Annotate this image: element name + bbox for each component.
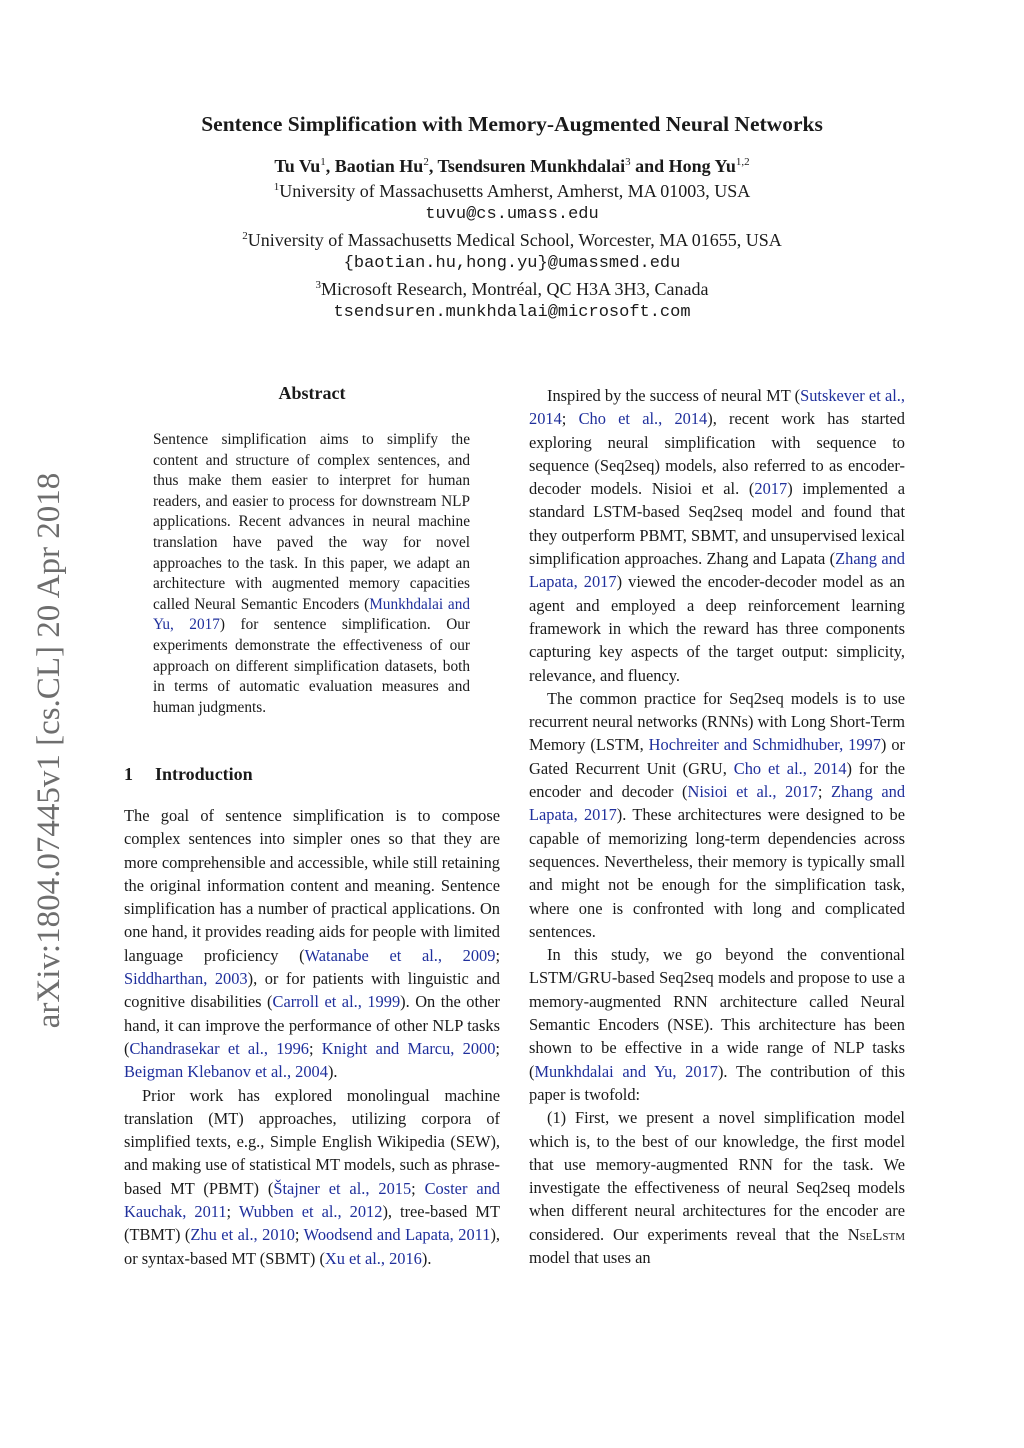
left-column-body [124,804,500,1270]
citation-link[interactable]: Cho et al., 2014 [733,758,847,778]
citation-link[interactable]: Nisioi et al., 2017 [687,782,818,802]
affiliation-3 [0,277,1024,302]
citation-link[interactable]: Knight and Marcu, 2000 [321,1038,496,1058]
paragraph-text: ) viewed the encoder-decoder model as an agent and employed a deep reinforcement learning framework in which the reward has three components capturing key aspects of the target output: simplicity, relevance, and fluency. [529,572,905,685]
paragraph-text: ; [495,945,500,965]
paragraph-text: ), or syntax-based MT (SBMT) ( [124,1225,500,1268]
intro-paragraph-3 [529,384,905,687]
abstract-heading: Abstract [278,383,346,403]
affil-text: University of Massachusetts Amherst, Amherst, MA 01003, USA [279,180,751,201]
author-sup: 3 [625,156,631,168]
citation-link[interactable]: Carroll et al., 1999 [272,992,401,1012]
author-name: Tsendsuren Munkhdalai [437,156,626,176]
author-name: Tu Vu [274,156,321,176]
affil-sup: 1 [273,180,280,193]
paragraph-text: ) or Gated Recurrent Unit (GRU, [529,735,905,778]
email-3: tsendsuren.munkhdalai@microsoft.com [333,303,691,322]
paragraph-text: ), recent work has started exploring neural simplification with sequence to sequence (Seq2seq) models, also referred to as encoder-decoder models. Nisioi et al. ( [529,409,905,499]
paragraph-text: Prior work has explored monolingual machine translation (MT) approaches, utilizing corpora of simplified texts, e.g., Simple English Wikipedia (SEW), and making use of statistical MT models, such as phrase-based MT (PBMT) ( [124,1085,500,1198]
author-sup: 2 [423,156,429,168]
paragraph-text: In this study, we go beyond the conventional LSTM/GRU-based Seq2seq models and propose to use a memory-augmented RNN architecture called Neural Semantic Encoders (NSE). This architecture has been shown to be effective in a wide range of NLP tasks ( [529,945,905,1081]
paragraph-text: The goal of sentence simplification is to compose complex sentences into simpler ones so that they are more comprehensible and accessible, while still retaining the original information content and meaning. Sentence simplification has a number of practical applications. On one hand, it provides reading aids for people with limited language proficiency ( [124,806,500,965]
paragraph-text: ; [817,782,831,802]
affil-sup: 2 [242,229,248,242]
affil-sup: 3 [315,278,322,291]
paragraph-text: ) for the encoder and decoder ( [529,758,905,802]
citation-link[interactable]: Chandrasekar et al., 1996 [129,1038,309,1058]
paper-title: Sentence Simplification with Memory-Augmented Neural Networks [201,112,823,136]
paragraph-text: ; [226,1202,239,1222]
affiliation-1 [0,179,1024,204]
citation-link[interactable]: Cho et al., 2014 [578,409,708,429]
paragraph-text: ; [308,1038,322,1058]
abstract-text [153,430,470,718]
paragraph-text: ). [327,1062,338,1082]
intro-paragraph-5 [529,943,905,1106]
paragraph-text: ). On the other hand, it can improve the performance of other NLP tasks ( [124,992,500,1058]
intro-paragraph-6 [529,1106,905,1269]
citation-link[interactable]: Xu et al., 2016 [324,1248,422,1268]
intro-paragraph-4 [529,687,905,943]
citation-link[interactable]: 2017 [754,479,788,499]
section-title: Introduction [155,764,253,784]
citation-link[interactable]: Siddharthan, 2003 [124,969,248,989]
paragraph-text: ; [495,1038,500,1058]
section-heading-introduction [124,764,253,785]
author-sup: 1 [320,156,326,168]
paragraph-text: The common practice for Seq2seq models is to use recurrent neural networks (RNNs) with Long Short-Term Memory (LSTM, [529,688,905,755]
citation-link[interactable]: Munkhdalai and Yu, 2017 [153,595,470,634]
citation-link[interactable]: Sutskever et al., 2014 [529,386,905,429]
abstract-part: Sentence simplification aims to simplify the content and structure of complex sentences, and thus make them easier to interpret for human readers, and easier to process for downstream NLP applications. Recent advances in neural machine translation have paved the way for novel approaches to the task. In this paper, we adapt an architecture with augmented memory capacities called Neural Semantic Encoders ( [153,431,470,613]
model-name: NseLstm [847,1224,905,1244]
paragraph-text: model that uses an [529,1247,651,1267]
paragraph-text: Inspired by the success of neural MT ( [547,386,801,405]
citation-link[interactable]: Watanabe et al., 2009 [304,945,496,965]
author-block [0,154,1024,326]
paragraph-text: ), tree-based MT (TBMT) ( [124,1202,500,1245]
paragraph-text: (1) First, we present a novel simplification model which is, to the best of our knowledge, the first model that use memory-augmented RNN for the task. We investigate the effectiveness of neural Seq2seq models when different neural architectures for the encoder are considered. Our experiments reveal that the [529,1108,905,1244]
affiliation-2 [0,228,1024,253]
author-name: Hong Yu [668,156,736,176]
affil-text: University of Massachusetts Medical School, Worcester, MA 01655, USA [247,229,782,250]
paragraph-text: ; [561,409,579,429]
paragraph-text: ). These architectures were designed to be capable of memorizing long-term dependencies across sequences. Nevertheless, their memory is typically small and might not be enough for the simplification task, where one is confronted with long and complicated sentences. [529,805,905,941]
section-number: 1 [124,764,133,784]
citation-link[interactable]: Zhu et al., 2010 [190,1225,295,1245]
author-and: and [635,156,665,176]
right-column-body [529,384,905,1269]
arxiv-sidebar [30,450,70,1050]
citation-link[interactable]: Hochreiter and Schmidhuber, 1997 [648,735,881,755]
citation-link[interactable]: Wubben et al., 2012 [238,1202,383,1222]
paragraph-text: ; [411,1178,425,1198]
abstract-part: ) for sentence simplification. Our experiments demonstrate the effectiveness of our approach on different simplification datasets, both in terms of automatic evaluation measures and human judgments. [153,616,470,716]
citation-link[interactable]: Munkhdalai and Yu, 2017 [534,1061,718,1081]
paragraph-text: ). The contribution of this paper is twofold: [529,1061,906,1104]
email-2: {baotian.hu,hong.yu}@umassmed.edu [343,254,681,273]
citation-link[interactable]: Woodsend and Lapata, 2011 [303,1225,491,1245]
citation-link[interactable]: Beigman Klebanov et al., 2004 [124,1062,328,1082]
intro-paragraph-1 [124,804,500,1084]
paragraph-text: ), or for patients with linguistic and cognitive disabilities ( [124,969,501,1012]
intro-paragraph-2 [124,1084,500,1270]
author-name: Baotian Hu [334,156,424,176]
author-names: Tu Vu$^1$, Baotian Hu$^2$, Tsendsuren Munkhdalai$^3$ and Hong Yu$^{1,2}$ [274,156,750,176]
arxiv-identifier: arXiv:1804.07445v1 [cs.CL] 20 Apr 2018 [31,472,68,1028]
citation-link[interactable]: Zhang and Lapata, 2017 [529,549,905,592]
citation-link[interactable]: Zhang and Lapata, 2017 [529,782,906,825]
paragraph-text: ). [421,1248,432,1268]
citation-link[interactable]: Štajner et al., 2015 [273,1178,412,1198]
email-1: tuvu@cs.umass.edu [425,205,599,224]
citation-link[interactable]: Coster and Kauchak, 2011 [124,1178,500,1222]
paragraph-text: ; [294,1225,304,1245]
paragraph-text: ) implemented a standard LSTM-based Seq2seq model and found that they outperform PBMT, SBMT, and unsupervised lexical simplification approaches. Zhang and Lapata ( [529,479,906,569]
affil-text: Microsoft Research, Montréal, QC H3A 3H3, Canada [321,278,709,299]
author-sup: 1,2 [735,156,750,168]
